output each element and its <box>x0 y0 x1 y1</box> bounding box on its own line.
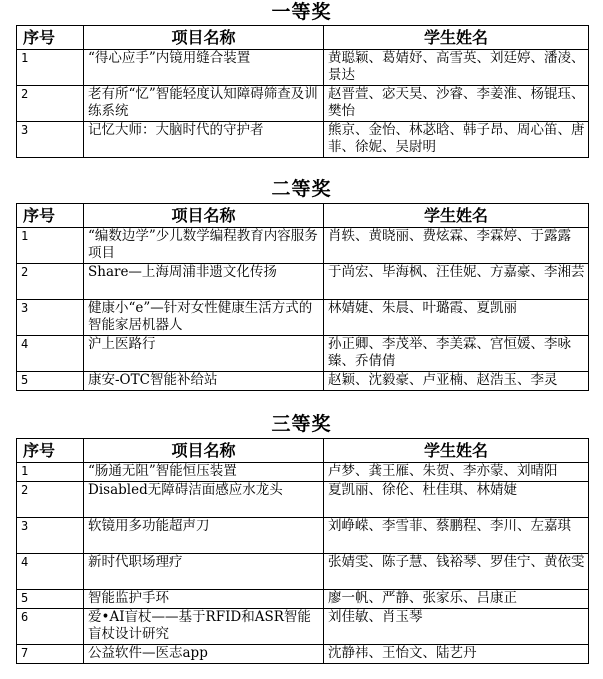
table-row <box>17 609 589 645</box>
row-no: 4 <box>17 554 84 590</box>
row-no: 4 <box>17 336 84 372</box>
header-no: 序号 <box>17 204 84 228</box>
row-project: “肠通无阻”智能恒压装置 <box>84 463 324 482</box>
row-no: 1 <box>17 463 84 482</box>
table-row <box>17 518 589 554</box>
row-project: Share—上海周浦非遗文化传扬 <box>84 264 324 300</box>
row-no: 1 <box>17 50 84 86</box>
row-no: 6 <box>17 609 84 645</box>
row-project: 健康小“e”—针对女性健康生活方式的智能家居机器人 <box>84 300 324 336</box>
award-table-third <box>16 438 589 664</box>
row-project: 爱•AI盲杖——基于RFID和ASR智能盲杖设计研究 <box>84 609 324 645</box>
award-table-first <box>16 25 589 158</box>
table-row <box>17 86 589 122</box>
row-no: 5 <box>17 372 84 391</box>
row-students: 赵晋萱、宓天昊、沙睿、李姜淮、杨锟珏、樊怡 <box>324 86 589 122</box>
table-row <box>17 228 589 264</box>
row-project: 新时代职场理疗 <box>84 554 324 590</box>
row-no: 3 <box>17 122 84 158</box>
award-table-second <box>16 203 589 391</box>
row-students: 林婧婕、朱晨、叶璐霞、夏凯丽 <box>324 300 589 336</box>
header-project: 项目名称 <box>84 204 324 228</box>
row-students: 肖轶、黄晓丽、费炫霖、李霖婷、于露露 <box>324 228 589 264</box>
row-no: 7 <box>17 645 84 664</box>
header-students: 学生姓名 <box>324 26 589 50</box>
row-project: 沪上医路行 <box>84 336 324 372</box>
row-no: 3 <box>17 518 84 554</box>
row-students: 夏凯丽、徐伦、杜佳琪、林婧婕 <box>324 482 589 518</box>
row-project: 康安-OTC智能补给站 <box>84 372 324 391</box>
row-no: 5 <box>17 590 84 609</box>
row-project: 记忆大师：大脑时代的守护者 <box>84 122 324 158</box>
table-header-row <box>17 204 589 228</box>
header-no: 序号 <box>17 439 84 463</box>
row-project: 智能监护手环 <box>84 590 324 609</box>
header-no: 序号 <box>17 26 84 50</box>
row-students: 熊京、金怡、林苾晗、韩子昂、周心笛、唐菲、徐妮、吴尉明 <box>324 122 589 158</box>
row-students: 卢梦、龚王雁、朱贺、李亦蒙、刘晴阳 <box>324 463 589 482</box>
row-project: “编数边学”少儿数学编程教育内容服务项目 <box>84 228 324 264</box>
table-header-row <box>17 26 589 50</box>
table-row <box>17 122 589 158</box>
table-row <box>17 372 589 391</box>
table-row <box>17 645 589 664</box>
row-students: 张婧雯、陈子慧、钱裕琴、罗佳宁、黄依雯 <box>324 554 589 590</box>
row-no: 3 <box>17 300 84 336</box>
header-project: 项目名称 <box>84 26 324 50</box>
row-students: 沈静祎、王怡文、陆艺丹 <box>324 645 589 664</box>
table-row <box>17 482 589 518</box>
row-students: 刘佳敏、肖玉琴 <box>324 609 589 645</box>
row-students: 于尚宏、毕海枫、汪佳妮、方嘉豪、李湘芸 <box>324 264 589 300</box>
award-title-second: 二等奖 <box>271 178 332 200</box>
table-row <box>17 463 589 482</box>
row-project: 老有所“忆”智能轻度认知障碍筛查及训练系统 <box>84 86 324 122</box>
header-project: 项目名称 <box>84 439 324 463</box>
row-project: Disabled无障碍洁面感应水龙头 <box>84 482 324 518</box>
row-students: 孙正卿、李茂举、李美霖、宫恒媛、李咏臻、乔倩倩 <box>324 336 589 372</box>
table-row <box>17 554 589 590</box>
row-no: 2 <box>17 86 84 122</box>
row-no: 2 <box>17 264 84 300</box>
award-title-third: 三等奖 <box>271 413 332 435</box>
table-row <box>17 264 589 300</box>
table-row <box>17 336 589 372</box>
row-students: 黄聪颖、葛婧妤、高雪英、刘廷婷、潘凌、景达 <box>324 50 589 86</box>
row-students: 刘峥嵘、李雪菲、蔡鹏程、李川、左嘉琪 <box>324 518 589 554</box>
row-no: 2 <box>17 482 84 518</box>
table-row <box>17 590 589 609</box>
row-project: 软镜用多功能超声刀 <box>84 518 324 554</box>
table-header-row <box>17 439 589 463</box>
row-no: 1 <box>17 228 84 264</box>
table-row <box>17 300 589 336</box>
header-students: 学生姓名 <box>324 439 589 463</box>
table-row <box>17 50 589 86</box>
row-students: 赵颖、沈毅豪、卢亚楠、赵浩玉、李灵 <box>324 372 589 391</box>
row-students: 廖一帆、严静、张家乐、吕康正 <box>324 590 589 609</box>
row-project: 公益软件—医志app <box>84 645 324 664</box>
award-title-first: 一等奖 <box>271 1 332 23</box>
header-students: 学生姓名 <box>324 204 589 228</box>
row-project: “得心应手”内镜用缝合装置 <box>84 50 324 86</box>
